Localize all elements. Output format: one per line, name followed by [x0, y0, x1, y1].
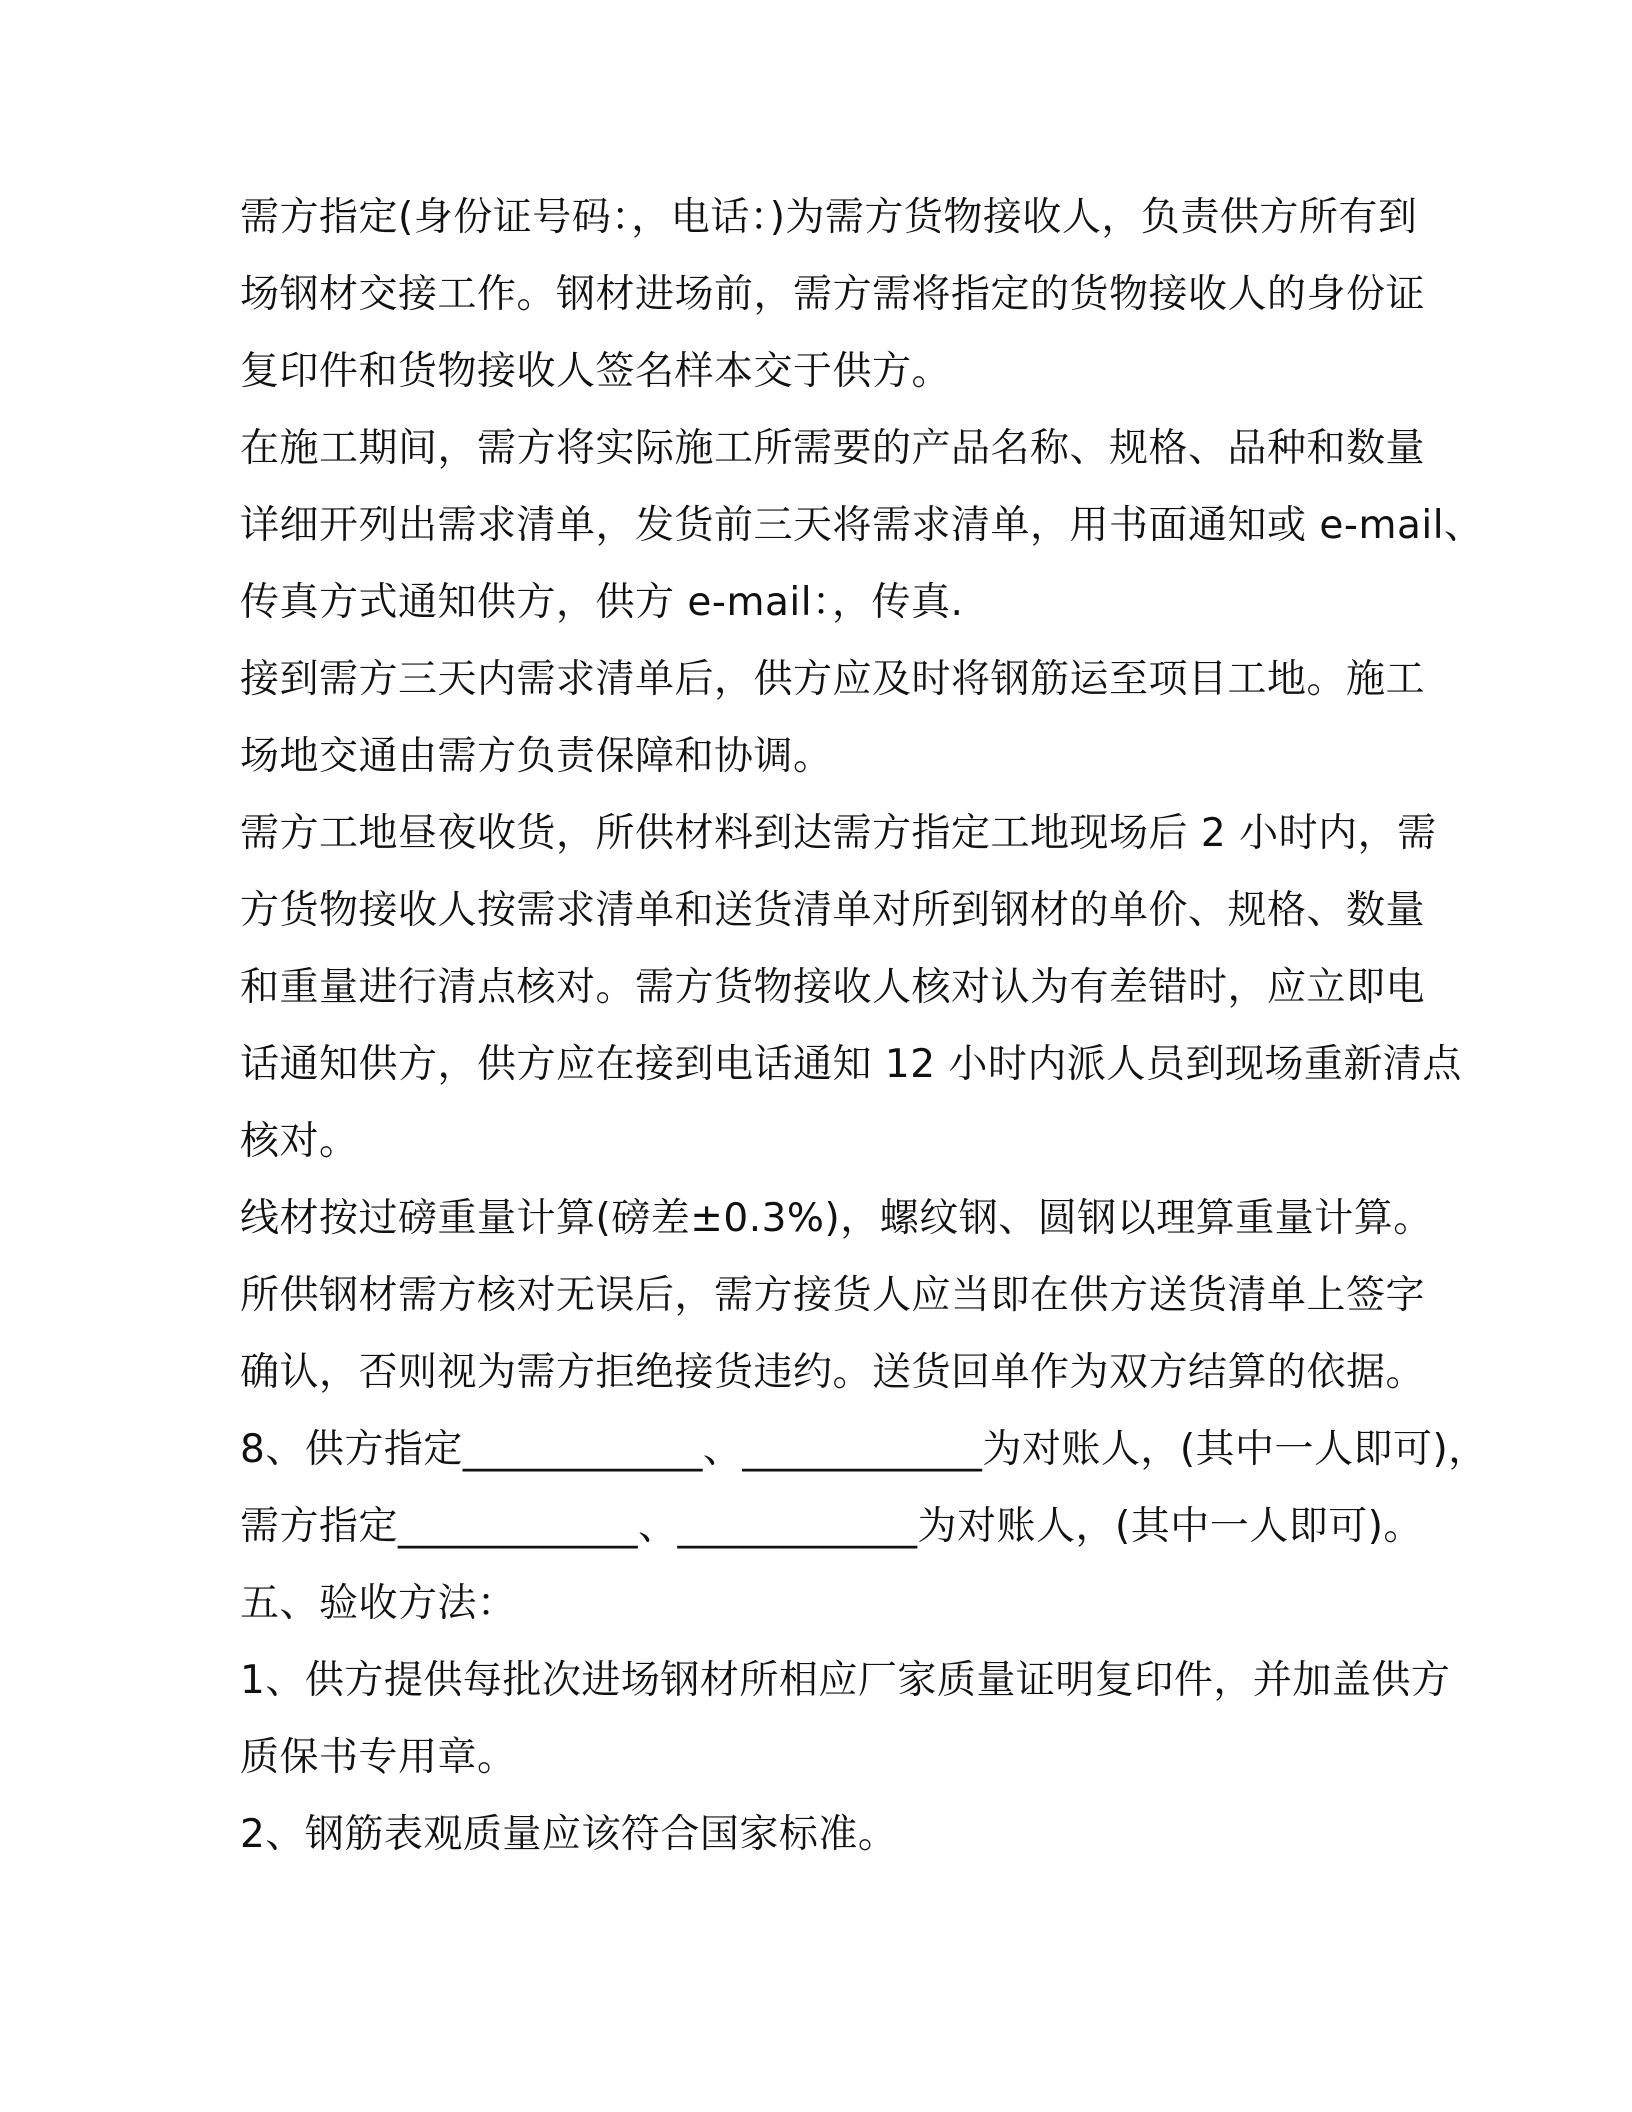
paragraph-line: 需方工地昼夜收货，所供材料到达需方指定工地现场后 2 小时内，需 [240, 811, 1437, 856]
paragraph-line: 详细开列出需求清单，发货前三天将需求清单，用书面通知或 e-mail、 [240, 503, 1484, 548]
paragraph-line: 所供钢材需方核对无误后，需方接货人应当即在供方送货清单上签字 [240, 1273, 1426, 1318]
paragraph-line: 复印件和货物接收人签名样本交于供方。 [240, 349, 952, 394]
paragraph-line: 话通知供方，供方应在接到电话通知 12 小时内派人员到现场重新清点 [240, 1042, 1462, 1087]
paragraph-line: 在施工期间，需方将实际施工所需要的产品名称、规格、品种和数量 [240, 426, 1426, 471]
paragraph-line: 确认，否则视为需方拒绝接货违约。送货回单作为双方结算的依据。 [240, 1350, 1426, 1395]
paragraph-line: 2、钢筋表观质量应该符合国家标准。 [240, 1812, 898, 1857]
paragraph-line: 线材按过磅重量计算(磅差±0.3%)，螺纹钢、圆钢以理算重量计算。 [240, 1196, 1433, 1241]
paragraph-line: 核对。 [240, 1119, 359, 1164]
paragraph-line: 需方指定(身份证号码：，电话：)为需方货物接收人，负责供方所有到 [240, 195, 1418, 240]
section-heading: 五、验收方法： [240, 1581, 517, 1626]
paragraph-line: 需方指定____________、____________为对账人，(其中一人即可)。 [240, 1504, 1423, 1549]
paragraph-line: 传真方式通知供方，供方 e-mail：，传真. [240, 580, 964, 625]
paragraph-line: 8、供方指定____________、____________为对账人，(其中一人即可)， [240, 1427, 1488, 1472]
paragraph-line: 接到需方三天内需求清单后，供方应及时将钢筋运至项目工地。施工 [240, 657, 1426, 702]
document-body [240, 186, 1488, 1880]
paragraph-line: 和重量进行清点核对。需方货物接收人核对认为有差错时，应立即电 [240, 965, 1426, 1010]
paragraph-line: 质保书专用章。 [240, 1735, 517, 1780]
paragraph-line: 方货物接收人按需求清单和送货清单对所到钢材的单价、规格、数量 [240, 888, 1426, 933]
paragraph-line: 场钢材交接工作。钢材进场前，需方需将指定的货物接收人的身份证 [240, 272, 1426, 317]
paragraph-line: 场地交通由需方负责保障和协调。 [240, 734, 833, 779]
paragraph-line: 1、供方提供每批次进场钢材所相应厂家质量证明复印件，并加盖供方 [240, 1658, 1451, 1703]
